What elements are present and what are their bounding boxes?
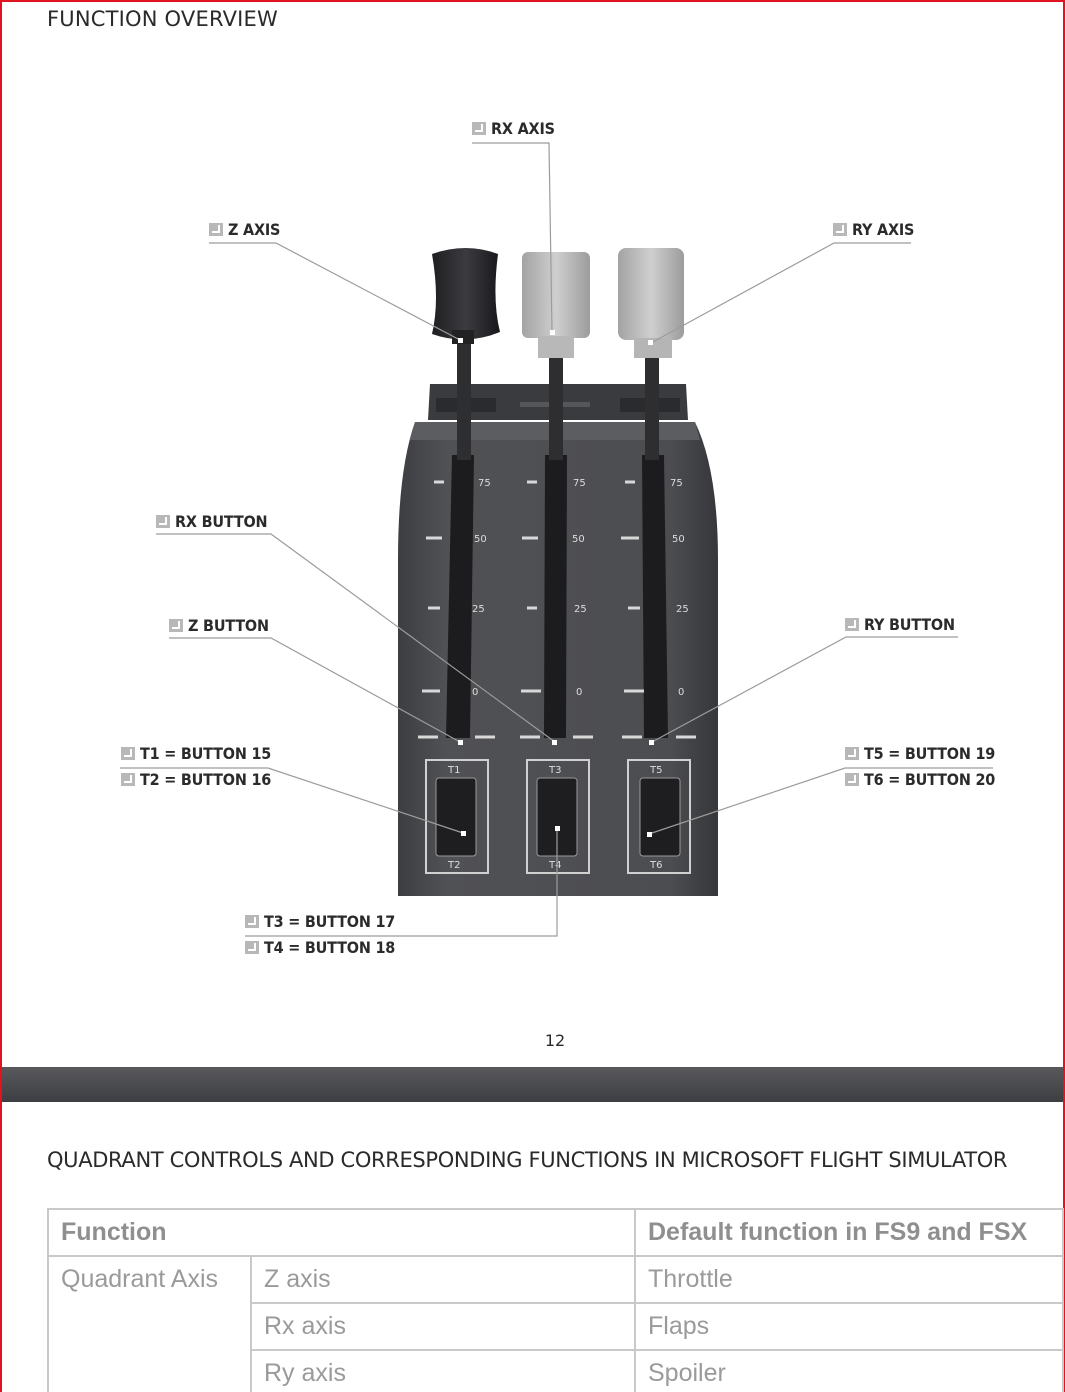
callout-t3: T3 = BUTTON 17	[245, 912, 395, 931]
arrow-bullet-icon	[245, 941, 259, 954]
scale-50-right: 50	[672, 534, 685, 545]
arrow-bullet-icon	[169, 619, 183, 632]
arrow-bullet-icon	[209, 223, 223, 236]
scale-50-mid: 50	[572, 534, 585, 545]
callout-z-button: Z BUTTON	[169, 616, 269, 635]
arrow-bullet-icon	[845, 618, 859, 631]
table-row	[48, 1256, 1063, 1303]
scale-25-mid: 25	[574, 604, 587, 615]
callout-t4: T4 = BUTTON 18	[245, 938, 395, 957]
rx-lever-shaft	[549, 355, 563, 460]
callout-rx-axis: RX AXIS	[472, 119, 555, 138]
arrow-bullet-icon	[845, 773, 859, 786]
switch-label-t2: T2	[448, 860, 461, 871]
callout-t5: T5 = BUTTON 19	[845, 744, 995, 763]
arrow-bullet-icon	[472, 122, 486, 135]
callout-t1: T1 = BUTTON 15	[121, 744, 271, 763]
switch-label-t6: T6	[650, 860, 663, 871]
function-cell: Throttle	[635, 1256, 1063, 1303]
z-lever-shaft	[457, 340, 471, 460]
page-number: 12	[544, 1031, 566, 1050]
scale-75-mid: 75	[573, 478, 586, 489]
scale-25-left: 25	[472, 604, 485, 615]
arrow-bullet-icon	[121, 773, 135, 786]
arrow-bullet-icon	[833, 223, 847, 236]
header-default-function: Default function in FS9 and FSX	[635, 1209, 1063, 1256]
callout-ry-button: RY BUTTON	[845, 615, 955, 634]
section-title-quadrant-controls: QUADRANT CONTROLS AND CORRESPONDING FUNCTIONS IN MICROSOFT FLIGHT SIMULATOR	[47, 1148, 1008, 1172]
section-title: FUNCTION OVERVIEW	[47, 7, 278, 31]
scale-0-left: 0	[472, 687, 479, 698]
scale-25-right: 25	[676, 604, 689, 615]
function-cell: Spoiler	[635, 1350, 1063, 1392]
callout-ry-axis: RY AXIS	[833, 220, 914, 239]
scale-0-right: 0	[678, 687, 685, 698]
rx-lever-knob	[522, 252, 590, 358]
page-divider-band	[2, 1067, 1063, 1102]
header-function: Function	[48, 1209, 635, 1256]
switch-label-t4: T4	[549, 860, 562, 871]
callout-rx-button: RX BUTTON	[156, 512, 267, 531]
control-cell: Ry axis	[251, 1350, 635, 1392]
scale-75-right: 75	[670, 478, 683, 489]
arrow-bullet-icon	[845, 747, 859, 760]
functions-table	[47, 1208, 1064, 1392]
scale-75-left: 75	[478, 478, 491, 489]
scale-0-mid: 0	[576, 687, 583, 698]
control-cell: Rx axis	[251, 1303, 635, 1350]
table-header-row	[48, 1209, 1063, 1256]
control-cell: Z axis	[251, 1256, 635, 1303]
arrow-bullet-icon	[245, 915, 259, 928]
callout-t6: T6 = BUTTON 20	[845, 770, 995, 789]
arrow-bullet-icon	[121, 747, 135, 760]
group-cell-quadrant-axis: Quadrant Axis	[48, 1256, 251, 1392]
switch-label-t5: T5	[650, 765, 663, 776]
function-cell: Flaps	[635, 1303, 1063, 1350]
callout-z-axis: Z AXIS	[209, 220, 280, 239]
switch-label-t1: T1	[448, 765, 461, 776]
switch-label-t3: T3	[549, 765, 562, 776]
callout-t2: T2 = BUTTON 16	[121, 770, 271, 789]
z-lever-knob	[432, 248, 500, 344]
scale-50-left: 50	[474, 534, 487, 545]
ry-lever-shaft	[645, 355, 659, 460]
arrow-bullet-icon	[156, 515, 170, 528]
